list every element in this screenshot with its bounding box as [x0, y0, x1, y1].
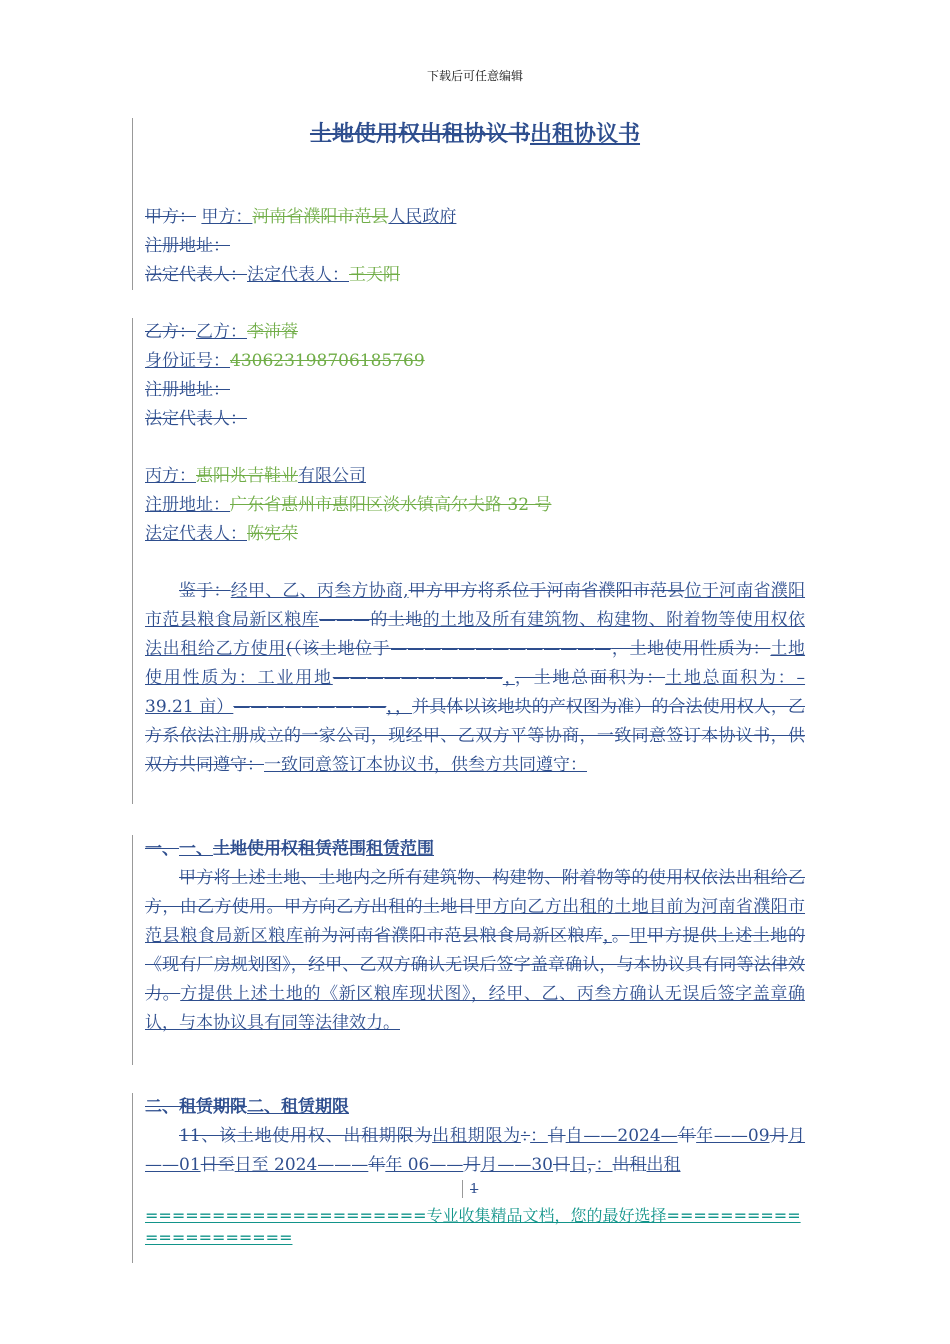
- section-2-text: 日至: [200, 1155, 235, 1175]
- party-a-block: [145, 203, 805, 290]
- section-1-paragraph: [145, 864, 805, 1038]
- section-1-heading-text: 租赁范围: [366, 839, 434, 859]
- section-2-heading-text: 二、租赁期限: [247, 1097, 349, 1117]
- preamble-text: ———: [319, 610, 370, 630]
- party-c-address-line: [145, 491, 805, 520]
- section-1-heading: [145, 835, 805, 864]
- section-2-text: 年——09: [696, 1126, 770, 1146]
- party-b-label-deleted: 乙方：: [145, 322, 196, 342]
- revision-change-bar: [132, 835, 133, 1065]
- party-b-rep-line: [145, 405, 805, 434]
- section-2-heading-text: 二、租赁期限: [145, 1097, 247, 1117]
- party-a-line: [145, 203, 805, 232]
- party-b-line: [145, 318, 805, 347]
- preamble-text: 的土地: [370, 610, 423, 630]
- party-c-rep-line: [145, 520, 805, 549]
- section-1-text: 甲方向乙方出租的土地目前为河南省濮阳市范县粮食局新区粮库: [145, 897, 806, 946]
- preamble-text: 鉴于：: [179, 581, 231, 601]
- document-title: [0, 117, 950, 148]
- revision-change-bar: [132, 1093, 133, 1263]
- title-inserted: 出租协议书: [530, 121, 641, 147]
- section-1-text: 方提供上述土地的《新区粮库现状图》，经甲、乙、丙叁方确认无误后签字盖章确认，与本协议具有同等法律效力。: [145, 984, 806, 1033]
- preamble-paragraph: [145, 577, 805, 780]
- section-2-text: 年: [368, 1155, 386, 1175]
- preamble-text: ——————————: [332, 668, 503, 688]
- preamble-text: ，，: [386, 697, 413, 717]
- section-2-text: 出租期限为: [432, 1126, 521, 1146]
- party-b-id-line: [145, 347, 805, 376]
- section-2-paragraph: [145, 1122, 805, 1180]
- section-2-text: 1、该土地使用权、出租期限为: [189, 1126, 433, 1146]
- section-2-text: 月: [463, 1155, 481, 1175]
- party-a-rep-label-deleted: 法定代表人：: [145, 265, 247, 285]
- section-2-text: 出租: [646, 1155, 681, 1175]
- section-1-text: 前为河南省濮阳市范县粮食局新区粮库: [303, 926, 603, 946]
- section-2-text: 年 06——: [385, 1155, 464, 1175]
- section-2-text: 月——30: [480, 1155, 553, 1175]
- preamble-text: 的土地及所有建筑物、构建物、附着物等使用权依法出租给乙方使用: [145, 610, 806, 659]
- party-a-rep-line: [145, 261, 805, 290]
- preamble-text: 甲方将系位于河南省濮阳市范县: [443, 581, 685, 601]
- party-c-name: 有限公司: [298, 466, 366, 486]
- party-c-block: [145, 462, 805, 549]
- preamble-text: —————————: [233, 697, 387, 717]
- preamble-text: 一致同意签订本协议书，供叁方共同遵守：: [264, 755, 587, 775]
- party-b-id-number: 430623198706185769: [230, 351, 425, 371]
- revision-change-bar: [132, 318, 133, 804]
- section-1-text: 。: [611, 926, 630, 946]
- section-2-text: ：: [530, 1126, 548, 1146]
- section-2-text: ，: [587, 1155, 596, 1175]
- preamble-text: 经甲、乙、丙叁方协商,: [230, 581, 409, 601]
- preamble-text: 甲方: [408, 581, 444, 601]
- section-2-text: 日: [553, 1155, 570, 1175]
- party-b-rep-label: 法定代表人：: [145, 409, 247, 429]
- preamble-text: 土地使用性质为：工业用地: [145, 639, 806, 688]
- party-c-name-deleted: 惠阳兆吉鞋业: [196, 466, 298, 486]
- preamble-text: —————————————: [390, 639, 612, 659]
- section-2-text: 月: [769, 1126, 789, 1146]
- party-a-rep-label: 法定代表人：: [247, 265, 349, 285]
- section-1-text: 甲方提供上述土地的《现有厂房规划图》，经甲、乙双方确认无误后签字盖章确认，与本协议具有同等法律效力。: [145, 926, 806, 1004]
- section-2-text: ：: [595, 1155, 613, 1175]
- section-2-text: 出租: [612, 1155, 647, 1175]
- preamble-text: ，土地总面积为：: [514, 668, 666, 688]
- section-2-text: 日至 2024———: [234, 1155, 369, 1175]
- section-1-heading-text: 土地使用权租赁范围: [213, 839, 366, 859]
- section-1-text: 甲方将上述土地、土地内之所有建筑物、构建物、附着物等的使用权依法出租给乙方，由乙方使用。甲方向乙方出租的土地目: [145, 868, 805, 917]
- title-deleted: 土地使用权出租协议书: [309, 121, 530, 147]
- preamble-text: ，土地使用性质为：: [611, 639, 771, 659]
- section-1-text: ，: [602, 926, 612, 946]
- section-2-text: 自: [547, 1126, 566, 1146]
- party-a-label: 甲方：: [201, 207, 253, 227]
- section-2-text: 年: [677, 1126, 697, 1146]
- party-b-block: [145, 318, 805, 434]
- section-1-heading-text: 一、: [179, 839, 213, 859]
- party-b-address-label: 注册地址：: [145, 380, 230, 400]
- party-c-rep-name: 陈宪荣: [247, 524, 298, 544]
- party-a-address-line: [145, 232, 805, 261]
- party-c-rep-label: 法定代表人：: [145, 524, 247, 544]
- party-b-id-label: 身份证号：: [145, 351, 230, 371]
- preamble-text: (（该土地位于: [285, 639, 391, 659]
- party-b-address-line: [145, 376, 805, 405]
- section-1-heading-text: 一、: [145, 839, 179, 859]
- preamble-text: 土地总面积为：–39.21 亩）: [145, 668, 806, 717]
- party-a-rep-name: 王天阳: [349, 265, 400, 285]
- party-c-line: [145, 462, 805, 491]
- section-1: [145, 835, 805, 1038]
- section-2-text: 自——2024—: [565, 1126, 678, 1146]
- header-note: 下载后可任意编辑: [426, 69, 523, 83]
- party-b-label: 乙方：: [196, 322, 247, 342]
- section-2-text: ：: [520, 1126, 531, 1146]
- section-2-text: 月——01: [145, 1126, 806, 1175]
- page-number-bar: [462, 1180, 463, 1198]
- section-2: [145, 1093, 805, 1180]
- preamble-text: 并具体以该地块的产权图为准）的合法使用权人，乙方系依法注册成立的一家公司，现经甲、乙双方平等协商，一致同意签订本协议书，供双方共同遵守：: [145, 697, 806, 775]
- party-c-label: 丙方：: [145, 466, 196, 486]
- preamble-text: ，: [502, 668, 515, 688]
- section-1-text: 甲: [629, 926, 648, 946]
- section-2-text: 1: [179, 1126, 190, 1146]
- party-c-address: 广东省惠州市惠阳区淡水镇高尔夫路 32 号: [230, 495, 552, 515]
- section-2-text: 日: [570, 1155, 587, 1175]
- party-a-name: 人民政府: [388, 207, 457, 227]
- page-number: 1: [470, 1182, 479, 1197]
- preamble-text: 位于河南省濮阳市范县粮食局新区粮库: [145, 581, 806, 630]
- party-a-address-label: 注册地址：: [145, 236, 230, 256]
- footer-note: =====================专业收集精品文档，您的最好选择=====================: [145, 1206, 801, 1247]
- party-c-address-label: 注册地址：: [145, 495, 230, 515]
- section-2-heading: [145, 1093, 805, 1122]
- party-a-label-deleted: 甲方：: [145, 207, 196, 227]
- party-a-name-deleted: 河南省濮阳市范县: [252, 207, 389, 227]
- party-b-name: 李沛蓉: [247, 322, 298, 342]
